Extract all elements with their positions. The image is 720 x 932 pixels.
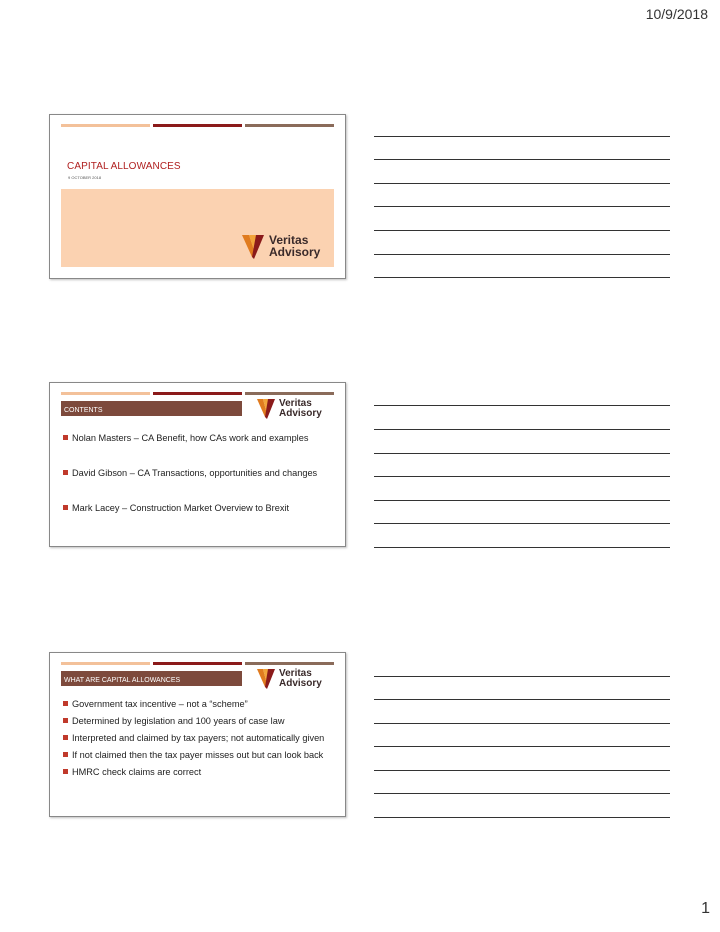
definition-list — [62, 698, 341, 783]
list-item: Nolan Masters – CA Benefit, how CAs work and examples — [62, 432, 341, 445]
slide-top-bars — [61, 662, 334, 665]
veritas-advisory-logo — [257, 666, 333, 695]
list-item: Interpreted and claimed by tax payers; not automatically given — [62, 732, 341, 745]
slide-contents — [49, 382, 346, 547]
slide-top-bars — [61, 124, 334, 127]
list-item: Determined by legislation and 100 years of case law — [62, 715, 341, 728]
list-item: David Gibson – CA Transactions, opportunities and changes — [62, 467, 341, 480]
logo-word-2: Advisory — [279, 678, 322, 689]
section-label: WHAT ARE CAPITAL ALLOWANCES — [61, 671, 242, 686]
slide-top-bars — [61, 392, 334, 395]
veritas-advisory-logo — [242, 231, 337, 266]
page-date: 10/9/2018 — [645, 6, 708, 22]
logo-word-2: Advisory — [279, 408, 322, 419]
list-item: If not claimed then the tax payer misses out but can look back — [62, 749, 341, 762]
slide-title — [49, 114, 346, 279]
section-label: CONTENTS — [61, 401, 242, 416]
slide-what-are-capital-allowances — [49, 652, 346, 817]
logo-word-2: Advisory — [269, 245, 321, 259]
logo-word-1: Veritas — [279, 668, 312, 679]
list-item: Mark Lacey – Construction Market Overview to Brexit — [62, 502, 341, 515]
slide-title-heading: CAPITAL ALLOWANCES — [67, 161, 181, 172]
logo-word-1: Veritas — [269, 233, 309, 247]
list-item: HMRC check claims are correct — [62, 766, 341, 779]
veritas-advisory-logo — [257, 396, 333, 425]
list-item: Government tax incentive – not a “scheme” — [62, 698, 341, 711]
slide-title-date: 9 OCTOBER 2018 — [68, 175, 102, 180]
contents-list — [62, 432, 341, 537]
logo-word-1: Veritas — [279, 398, 312, 409]
page-number: 1 — [701, 900, 710, 917]
